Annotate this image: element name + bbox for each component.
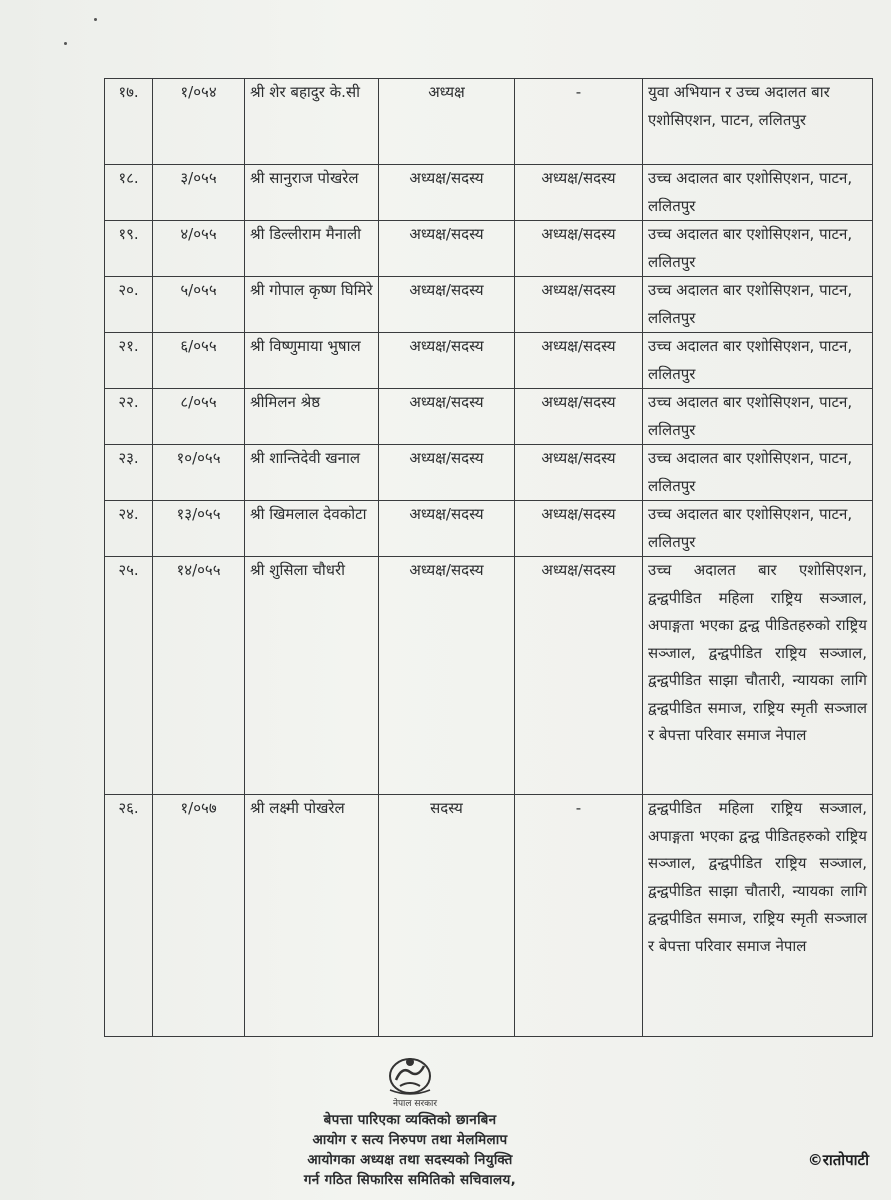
previous-position: अध्यक्ष/सदस्य [515, 389, 643, 445]
previous-position: अध्यक्ष/सदस्य [515, 221, 643, 277]
person-name: श्री लक्ष्मी पोखरेल [245, 795, 379, 1037]
organization: युवा अभियान र उच्च अदालत बार एशोसिएशन, पाटन, ललितपुर [643, 79, 873, 165]
person-name: श्री सानुराज पोखरेल [245, 165, 379, 221]
previous-position: अध्यक्ष/सदस्य [515, 333, 643, 389]
registration-number: ४/०५५ [153, 221, 245, 277]
registration-number: १०/०५५ [153, 445, 245, 501]
person-name: श्री शुसिला चौधरी [245, 557, 379, 795]
serial-number: २२. [105, 389, 153, 445]
watermark: ©रातोपाटी [807, 1151, 869, 1169]
records-table [104, 78, 873, 1037]
table-row [105, 165, 873, 221]
organization: उच्च अदालत बार एशोसिएशन, पाटन, ललितपुर [643, 389, 873, 445]
secretariat-stamp [240, 1050, 580, 1190]
previous-position: अध्यक्ष/सदस्य [515, 277, 643, 333]
table-row [105, 333, 873, 389]
serial-number: १८. [105, 165, 153, 221]
stamp-line-3: आयोगका अध्यक्ष तथा सदस्यको नियुक्ति [307, 1152, 513, 1168]
serial-number: २४. [105, 501, 153, 557]
table-row [105, 557, 873, 795]
scan-speck [64, 42, 67, 45]
records-body [105, 79, 873, 1037]
table-row [105, 221, 873, 277]
person-name: श्री शेर बहादुर के.सी [245, 79, 379, 165]
serial-number: १९. [105, 221, 153, 277]
table-row [105, 389, 873, 445]
previous-position: - [515, 79, 643, 165]
position: अध्यक्ष/सदस्य [379, 501, 515, 557]
previous-position: अध्यक्ष/सदस्य [515, 165, 643, 221]
previous-position: अध्यक्ष/सदस्य [515, 557, 643, 795]
serial-number: १७. [105, 79, 153, 165]
serial-number: २५. [105, 557, 153, 795]
registration-number: १४/०५५ [153, 557, 245, 795]
position: अध्यक्ष [379, 79, 515, 165]
serial-number: २३. [105, 445, 153, 501]
person-name: श्री खिमलाल देवकोटा [245, 501, 379, 557]
registration-number: १/०५७ [153, 795, 245, 1037]
person-name: श्रीमिलन श्रेष्ठ [245, 389, 379, 445]
registration-number: ६/०५५ [153, 333, 245, 389]
person-name: श्री गोपाल कृष्ण घिमिरे [245, 277, 379, 333]
table-row [105, 277, 873, 333]
registration-number: १/०५४ [153, 79, 245, 165]
registration-number: ५/०५५ [153, 277, 245, 333]
stamp-line-2: आयोग र सत्य निरुपण तथा मेलमिलाप [312, 1132, 508, 1148]
organization: द्वन्द्वपीडित महिला राष्ट्रिय सञ्जाल, अपाङ्गता भएका द्वन्द्व पीडितहरुको राष्ट्रिय सञ्जाल, द्वन्द्वपीडित राष्ट्रिय सञ्जाल, द्वन्द्वपीडित साझा चौतारी, न्यायका लागि द्वन्द्वपीडित समाज, राष्ट्रिय स्मृती सञ्जाल र बेपत्ता परिवार समाज नेपाल [643, 795, 873, 1037]
organization: उच्च अदालत बार एशोसिएशन, द्वन्द्वपीडित महिला राष्ट्रिय सञ्जाल, अपाङ्गता भएका द्वन्द्व पीडितहरुको राष्ट्रिय सञ्जाल, द्वन्द्वपीडित राष्ट्रिय सञ्जाल, द्वन्द्वपीडित साझा चौतारी, न्यायका लागि द्वन्द्वपीडित समाज, राष्ट्रिय स्मृती सञ्जाल र बेपत्ता परिवार समाज नेपाल [643, 557, 873, 795]
stamp-line-4: गर्न गठित सिफारिस समितिको सचिवालय, [303, 1172, 517, 1188]
registration-number: ३/०५५ [153, 165, 245, 221]
organization: उच्च अदालत बार एशोसिएशन, पाटन, ललितपुर [643, 165, 873, 221]
position: अध्यक्ष/सदस्य [379, 277, 515, 333]
emblem-label: नेपाल सरकार [392, 1099, 438, 1109]
person-name: श्री शान्तिदेवी खनाल [245, 445, 379, 501]
table-row [105, 795, 873, 1037]
person-name: श्री डिल्लीराम मैनाली [245, 221, 379, 277]
serial-number: २०. [105, 277, 153, 333]
organization: उच्च अदालत बार एशोसिएशन, पाटन, ललितपुर [643, 501, 873, 557]
position: अध्यक्ष/सदस्य [379, 557, 515, 795]
registration-number: १३/०५५ [153, 501, 245, 557]
serial-number: २१. [105, 333, 153, 389]
position: अध्यक्ष/सदस्य [379, 165, 515, 221]
organization: उच्च अदालत बार एशोसिएशन, पाटन, ललितपुर [643, 333, 873, 389]
scan-speck [94, 18, 97, 21]
nepal-emblem-icon [382, 1050, 438, 1098]
table-row [105, 501, 873, 557]
position: अध्यक्ष/सदस्य [379, 333, 515, 389]
previous-position: अध्यक्ष/सदस्य [515, 501, 643, 557]
registration-number: ८/०५५ [153, 389, 245, 445]
organization: उच्च अदालत बार एशोसिएशन, पाटन, ललितपुर [643, 445, 873, 501]
organization: उच्च अदालत बार एशोसिएशन, पाटन, ललितपुर [643, 277, 873, 333]
position: सदस्य [379, 795, 515, 1037]
table-row [105, 445, 873, 501]
previous-position: अध्यक्ष/सदस्य [515, 445, 643, 501]
person-name: श्री विष्णुमाया भुषाल [245, 333, 379, 389]
position: अध्यक्ष/सदस्य [379, 221, 515, 277]
organization: उच्च अदालत बार एशोसिएशन, पाटन, ललितपुर [643, 221, 873, 277]
position: अध्यक्ष/सदस्य [379, 389, 515, 445]
serial-number: २६. [105, 795, 153, 1037]
table-row [105, 79, 873, 165]
position: अध्यक्ष/सदस्य [379, 445, 515, 501]
stamp-line-1: बेपत्ता पारिएका व्यक्तिको छानबिन [323, 1112, 497, 1128]
previous-position: - [515, 795, 643, 1037]
